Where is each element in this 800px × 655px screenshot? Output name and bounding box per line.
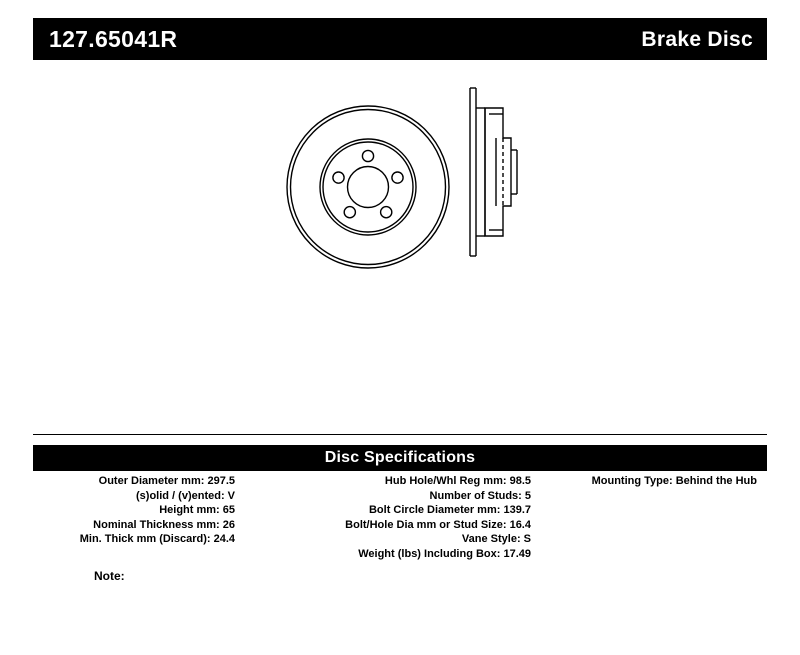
- spec-column-right: [541, 474, 767, 489]
- spec-item: Outer Diameter mm: 297.5: [98, 475, 235, 487]
- spec-item: (s)olid / (v)ented: V: [136, 489, 235, 502]
- spec-item: Number of Studs: 5: [429, 489, 531, 502]
- rotor-diagram: [33, 70, 767, 420]
- header-bar: [33, 18, 767, 60]
- spec-item: Nominal Thickness mm: 26: [93, 518, 235, 531]
- page-title: Brake Disc: [641, 27, 753, 51]
- spec-item: Weight (lbs) Including Box: 17.49: [358, 547, 531, 560]
- brake-rotor-edge-view: [470, 88, 517, 256]
- spec-item: Bolt/Hole Dia mm or Stud Size: 16.4: [345, 518, 531, 531]
- note-row: [94, 569, 125, 583]
- part-number: 127.65041R: [49, 25, 178, 52]
- spec-item: Height mm: 65: [159, 504, 235, 517]
- spec-item: Min. Thick mm (Discard): 24.4: [79, 533, 235, 546]
- spec-item: Hub Hole/Whl Reg mm: 98.5: [384, 475, 531, 487]
- product-drawing: [33, 70, 767, 420]
- spec-item: Mounting Type: Behind the Hub: [591, 475, 757, 487]
- spec-table: [33, 474, 767, 584]
- spec-column-middle: [245, 474, 541, 562]
- brake-rotor-face-view: [287, 106, 449, 268]
- spec-column-left: [33, 474, 245, 547]
- spec-section-title: Disc Specifications: [324, 449, 476, 466]
- spec-item: Bolt Circle Diameter mm: 139.7: [368, 504, 531, 517]
- spec-section-header: [33, 445, 767, 471]
- section-divider: [33, 434, 767, 435]
- note-label: Note:: [94, 569, 125, 583]
- spec-item: Vane Style: S: [461, 533, 531, 546]
